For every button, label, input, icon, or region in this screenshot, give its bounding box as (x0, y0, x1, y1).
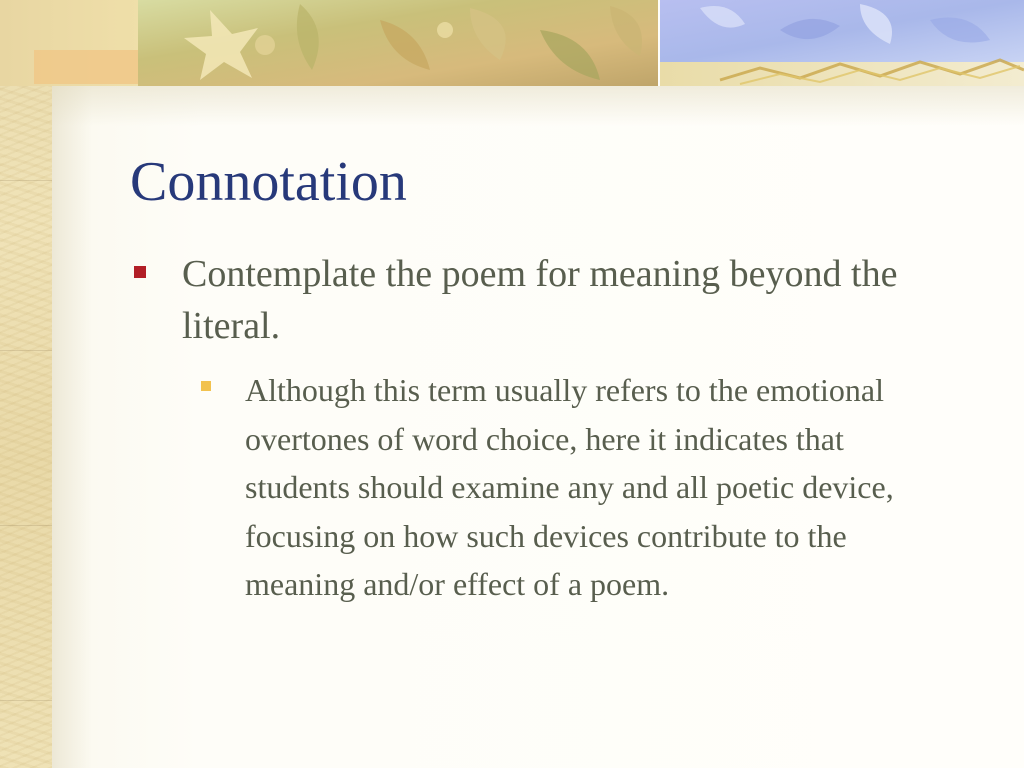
slide-title: Connotation (130, 151, 407, 213)
top-decorative-banner (0, 0, 1024, 86)
strip-seam (0, 525, 52, 526)
left-shadow (52, 85, 92, 768)
strip-seam (0, 350, 52, 351)
bullet-text: Although this term usually refers to the emotional overtones of word choice, here it indicates that students should examine any and all poetic device, focusing on how such devices contribute to the meaning and/or effect of a poem. (245, 372, 894, 602)
strip-seam (0, 700, 52, 701)
banner-shadow (52, 86, 1024, 126)
banner-dot (255, 35, 275, 55)
banner-dot (437, 22, 453, 38)
square-bullet-icon (201, 381, 211, 391)
bullet-text: Contemplate the poem for meaning beyond the literal. (182, 253, 898, 347)
square-bullet-icon (134, 266, 146, 278)
banner-orange-stripe (34, 50, 146, 84)
strip-seam (0, 180, 52, 181)
left-parchment-strip (0, 0, 52, 768)
